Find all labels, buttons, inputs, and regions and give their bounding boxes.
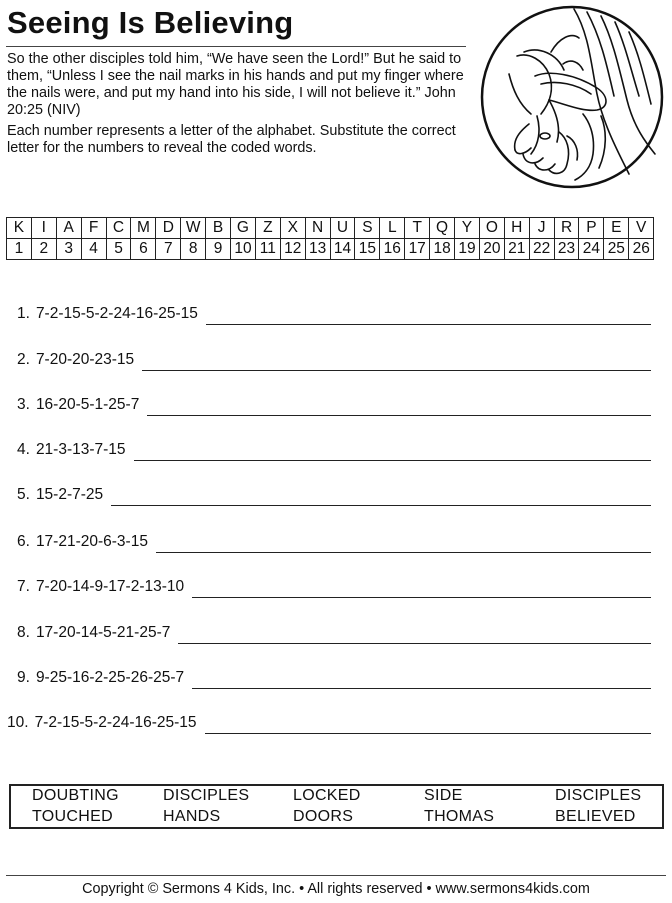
cipher-number-cell: 18: [430, 239, 455, 260]
title-rule: [6, 46, 466, 47]
cipher-letter-cell: T: [405, 218, 430, 239]
footer-copyright: Copyright © Sermons 4 Kids, Inc. • All rights reserved • www.sermons4kids.com: [82, 881, 590, 897]
cipher-number-cell: 25: [604, 239, 629, 260]
answer-line[interactable]: [205, 732, 651, 734]
word-bank-word: DISCIPLES: [163, 787, 250, 804]
cipher-letter-cell: Z: [255, 218, 280, 239]
question-number: 9.: [17, 669, 30, 686]
page-title: Seeing Is Believing: [7, 5, 294, 40]
question-row: [17, 669, 651, 687]
word-bank-word: TOUCHED: [32, 808, 113, 825]
instructions-text: Each number represents a letter of the alphabet. Substitute the correct letter for the numbers to reveal the coded words.: [7, 123, 456, 156]
cipher-number-cell: 19: [455, 239, 480, 260]
cipher-letter-cell: U: [330, 218, 355, 239]
answer-line[interactable]: [192, 687, 651, 689]
question-number: 7.: [17, 578, 30, 595]
cipher-number-cell: 24: [579, 239, 604, 260]
question-code: 7-2-15-5-2-24-16-25-15: [35, 305, 198, 322]
question-row: [17, 305, 651, 323]
question-row: [7, 714, 651, 732]
question-code: 7-2-15-5-2-24-16-25-15: [34, 714, 197, 731]
cipher-number-cell: 16: [380, 239, 405, 260]
nail-hand-icon: [479, 4, 665, 190]
cipher-number-cell: 15: [355, 239, 380, 260]
cipher-letter-cell: P: [579, 218, 604, 239]
cipher-number-cell: 21: [504, 239, 529, 260]
question-code: 9-25-16-2-25-26-25-7: [35, 669, 185, 686]
word-bank: [9, 784, 664, 829]
cipher-number-cell: 26: [629, 239, 654, 260]
cipher-letter-cell: S: [355, 218, 380, 239]
question-row: [17, 578, 651, 596]
word-bank-word: DOORS: [293, 808, 354, 825]
cipher-letter-cell: F: [81, 218, 106, 239]
cipher-letter-cell: B: [206, 218, 231, 239]
word-bank-word: DISCIPLES: [555, 787, 642, 804]
cipher-number-cell: 11: [255, 239, 280, 260]
cipher-number-cell: 9: [206, 239, 231, 260]
footer-rule: [6, 875, 666, 876]
cipher-letter-cell: Y: [455, 218, 480, 239]
answer-line[interactable]: [142, 369, 651, 371]
question-number: 3.: [17, 396, 30, 413]
cipher-letter-cell: N: [305, 218, 330, 239]
cipher-letter-cell: H: [504, 218, 529, 239]
question-code: 17-21-20-6-3-15: [35, 533, 148, 550]
question-row: [17, 624, 651, 642]
cipher-number-cell: 8: [181, 239, 206, 260]
cipher-letter-cell: W: [181, 218, 206, 239]
cipher-letter-cell: V: [629, 218, 654, 239]
word-bank-word: DOUBTING: [32, 787, 119, 804]
question-row: [17, 351, 651, 369]
answer-line[interactable]: [178, 642, 651, 644]
question-code: 21-3-13-7-15: [35, 441, 126, 458]
intro-text: [7, 51, 469, 161]
cipher-letter-cell: O: [479, 218, 504, 239]
question-code: 7-20-14-9-17-2-13-10: [35, 578, 185, 595]
question-code: 15-2-7-25: [35, 486, 104, 503]
cipher-letter-cell: D: [156, 218, 181, 239]
cipher-letter-cell: I: [31, 218, 56, 239]
cipher-number-cell: 6: [131, 239, 156, 260]
answer-line[interactable]: [134, 459, 651, 461]
word-bank-word: SIDE: [424, 787, 463, 804]
question-row: [17, 486, 651, 504]
cipher-number-cell: 12: [280, 239, 305, 260]
word-bank-word: HANDS: [163, 808, 221, 825]
question-code: 7-20-20-23-15: [35, 351, 135, 368]
hand-illustration: [479, 4, 665, 190]
cipher-letter-cell: L: [380, 218, 405, 239]
cipher-letter-cell: A: [56, 218, 81, 239]
cipher-letter-cell: C: [106, 218, 131, 239]
question-code: 16-20-5-1-25-7: [35, 396, 140, 413]
question-row: [17, 441, 651, 459]
cipher-number-cell: 3: [56, 239, 81, 260]
answer-line[interactable]: [111, 504, 651, 506]
cipher-letter-cell: K: [7, 218, 32, 239]
cipher-letter-cell: G: [231, 218, 256, 239]
cipher-number-cell: 20: [479, 239, 504, 260]
question-code: 17-20-14-5-21-25-7: [35, 624, 171, 641]
cipher-number-cell: 22: [529, 239, 554, 260]
cipher-number-cell: 5: [106, 239, 131, 260]
cipher-number-cell: 17: [405, 239, 430, 260]
cipher-letter-cell: M: [131, 218, 156, 239]
question-number: 5.: [17, 486, 30, 503]
cipher-number-cell: 14: [330, 239, 355, 260]
answer-line[interactable]: [147, 414, 651, 416]
cipher-number-cell: 13: [305, 239, 330, 260]
question-number: 2.: [17, 351, 30, 368]
answer-line[interactable]: [192, 596, 651, 598]
cipher-letter-cell: Q: [430, 218, 455, 239]
question-number: 8.: [17, 624, 30, 641]
cipher-number-cell: 1: [7, 239, 32, 260]
cipher-number-cell: 2: [31, 239, 56, 260]
cipher-letter-cell: X: [280, 218, 305, 239]
word-bank-word: LOCKED: [293, 787, 361, 804]
question-number: 1.: [17, 305, 30, 322]
cipher-number-cell: 10: [231, 239, 256, 260]
cipher-number-cell: 7: [156, 239, 181, 260]
question-number: 6.: [17, 533, 30, 550]
scripture-text: So the other disciples told him, “We have seen the Lord!” But he said to them, “Unless I see the nail marks in his hands and put my finger where the nails were, and put my hand into his side, I will not believe it.” John 20:25 (NIV): [7, 51, 464, 118]
cipher-number-cell: 23: [554, 239, 579, 260]
cipher-key-table: [6, 217, 654, 260]
question-number: 4.: [17, 441, 30, 458]
question-row: [17, 533, 651, 551]
question-number: 10.: [7, 714, 29, 731]
word-bank-word: BELIEVED: [555, 808, 636, 825]
cipher-number-row: [7, 239, 654, 260]
cipher-letter-cell: R: [554, 218, 579, 239]
cipher-letter-cell: J: [529, 218, 554, 239]
answer-line[interactable]: [206, 323, 651, 325]
answer-line[interactable]: [156, 551, 651, 553]
question-row: [17, 396, 651, 414]
cipher-number-cell: 4: [81, 239, 106, 260]
word-bank-word: THOMAS: [424, 808, 495, 825]
cipher-letter-cell: E: [604, 218, 629, 239]
cipher-letter-row: [7, 218, 654, 239]
